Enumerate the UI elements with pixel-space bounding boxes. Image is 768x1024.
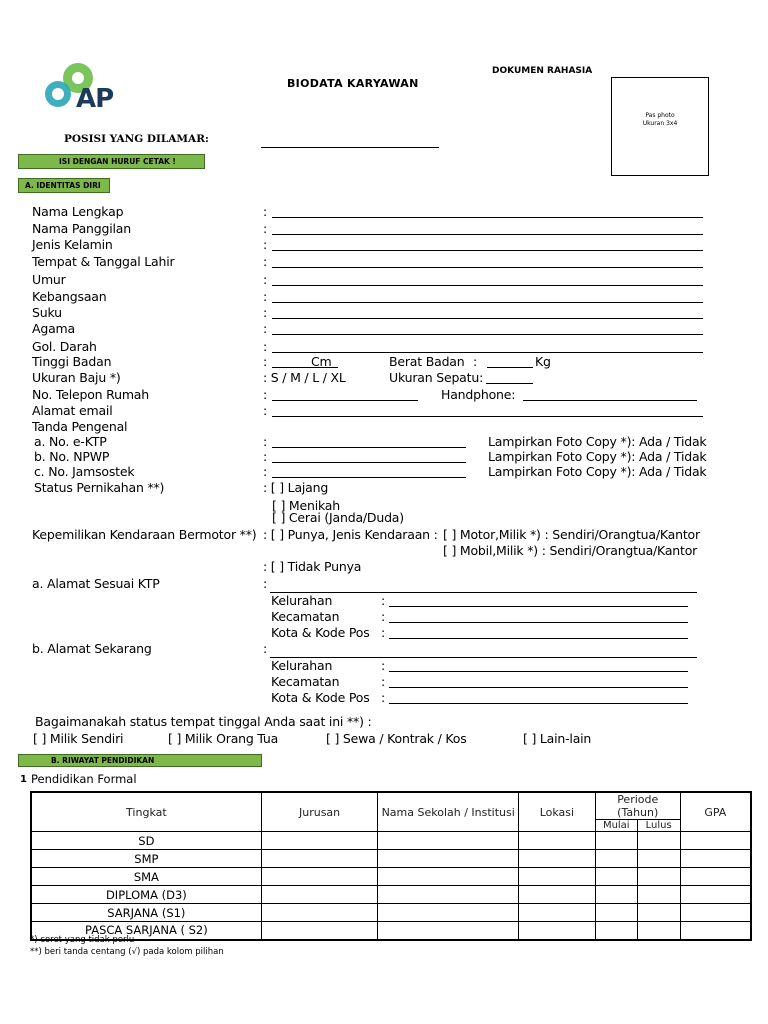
colon: :: [263, 434, 268, 449]
colon: :: [381, 593, 386, 608]
table-cell[interactable]: [595, 904, 637, 922]
ktp-kelurahan-input[interactable]: [389, 606, 688, 607]
education-table: [30, 791, 752, 941]
height-label: Tinggi Badan: [32, 354, 112, 369]
colon: :: [263, 641, 268, 656]
colon: :: [263, 354, 268, 369]
colon: :: [263, 464, 268, 479]
level-d3: DIPLOMA (D3): [31, 886, 261, 904]
header-mulai: Mulai: [595, 820, 637, 832]
table-cell[interactable]: [595, 886, 637, 904]
residence-option-own[interactable]: [ ] Milik Sendiri: [33, 731, 124, 746]
colon: :: [263, 237, 268, 252]
header-jurusan: Jurusan: [261, 792, 378, 832]
now-kelurahan-input[interactable]: [389, 671, 688, 672]
table-cell[interactable]: [518, 832, 595, 850]
table-cell[interactable]: [637, 868, 680, 886]
position-colon: :: [205, 133, 209, 145]
field-label-8: Gol. Darah: [32, 339, 97, 354]
colon: :: [263, 289, 268, 304]
table-cell[interactable]: [637, 886, 680, 904]
npwp-input-line[interactable]: [272, 462, 466, 463]
input-line-nickname[interactable]: [272, 234, 703, 235]
company-logo: [42, 58, 132, 114]
table-cell[interactable]: [595, 832, 637, 850]
jamsostek-input-line[interactable]: [272, 477, 466, 478]
table-cell[interactable]: [518, 922, 595, 940]
table-cell[interactable]: [518, 904, 595, 922]
weight-unit: Kg: [535, 354, 551, 369]
colon: :: [263, 403, 268, 418]
table-cell[interactable]: [261, 850, 378, 868]
colon: :: [381, 609, 386, 624]
input-line-birth[interactable]: [272, 267, 703, 268]
table-cell[interactable]: [378, 868, 519, 886]
colon: :: [263, 449, 268, 464]
vehicle-car-option[interactable]: [ ] Mobil,Milik *) : Sendiri/Orangtua/Kantor: [443, 543, 698, 558]
ktp-kelurahan-label: Kelurahan: [271, 593, 333, 608]
level-s2: PASCA SARJANA ( S2): [31, 922, 261, 940]
table-cell[interactable]: [378, 922, 519, 940]
colon: :: [381, 625, 386, 640]
input-line-age[interactable]: [272, 285, 703, 286]
photo-box[interactable]: [611, 77, 709, 176]
vehicle-own-option[interactable]: : [ ] Punya, Jenis Kendaraan :: [263, 527, 438, 542]
table-cell[interactable]: [261, 886, 378, 904]
table-cell[interactable]: [518, 886, 595, 904]
field-label-2: Jenis Kelamin: [32, 237, 113, 252]
level-s1: SARJANA (S1): [31, 904, 261, 922]
colon: :: [263, 305, 268, 320]
input-line-ethnic[interactable]: [272, 318, 703, 319]
colon: :: [381, 674, 386, 689]
phone-label: No. Telepon Rumah: [32, 387, 149, 402]
table-cell[interactable]: [680, 850, 751, 868]
field-label-3: Tempat & Tanggal Lahir: [32, 254, 175, 269]
address-ktp-input-line[interactable]: [270, 592, 697, 593]
marital-option-married[interactable]: [ ] Menikah: [272, 498, 340, 513]
colon: :: [263, 339, 268, 354]
education-number: 1: [20, 774, 27, 785]
level-sma: SMA: [31, 868, 261, 886]
residence-option-other[interactable]: [ ] Lain-lain: [523, 731, 592, 746]
attach-jamsostek[interactable]: Lampirkan Foto Copy *): Ada / Tidak: [488, 464, 707, 479]
ktp-input-line[interactable]: [272, 447, 466, 448]
confidential-label: DOKUMEN RAHASIA: [492, 66, 593, 76]
document-title: BIODATA KARYAWAN: [287, 77, 419, 90]
level-smp: SMP: [31, 850, 261, 868]
input-line-name[interactable]: [272, 217, 703, 218]
attach-npwp[interactable]: Lampirkan Foto Copy *): Ada / Tidak: [488, 449, 707, 464]
position-input-line[interactable]: [261, 147, 439, 148]
field-label-1: Nama Panggilan: [32, 221, 131, 236]
now-kota-input[interactable]: [389, 703, 688, 704]
height-unit: Cm: [311, 354, 332, 369]
table-cell[interactable]: [261, 868, 378, 886]
vehicle-none-option[interactable]: : [ ] Tidak Punya: [263, 559, 362, 574]
colon: :: [263, 204, 268, 219]
now-kecamatan-label: Kecamatan: [271, 674, 340, 689]
handphone-input-line[interactable]: [523, 400, 697, 401]
table-cell[interactable]: [595, 850, 637, 868]
residence-option-parents[interactable]: [ ] Milik Orang Tua: [168, 731, 279, 746]
field-label-5: Kebangsaan: [32, 289, 107, 304]
colon: :: [381, 658, 386, 673]
table-cell[interactable]: [518, 850, 595, 868]
colon: :: [263, 221, 268, 236]
table-cell[interactable]: [637, 850, 680, 868]
colon: :: [263, 321, 268, 336]
shirt-label: Ukuran Baju *): [32, 370, 121, 385]
table-cell[interactable]: [680, 832, 751, 850]
residence-option-rent[interactable]: [ ] Sewa / Kontrak / Kos: [326, 731, 467, 746]
residence-question: Bagaimanakah status tempat tinggal Anda saat ini **) :: [35, 714, 372, 729]
table-cell[interactable]: [378, 850, 519, 868]
ktp-kota-input[interactable]: [389, 638, 688, 639]
education-title: Pendidikan Formal: [31, 772, 137, 786]
field-label-7: Agama: [32, 321, 75, 336]
photo-hint-line1: Pas photo: [645, 112, 675, 119]
header-lulus: Lulus: [637, 820, 680, 832]
email-label: Alamat email: [32, 403, 113, 418]
field-label-4: Umur: [32, 272, 66, 287]
caps-banner: ISI DENGAN HURUF CETAK !: [18, 154, 205, 169]
header-institusi: Nama Sekolah / Institusi: [378, 792, 519, 832]
ktp-kota-label: Kota & Kode Pos: [271, 625, 370, 640]
field-label-6: Suku: [32, 305, 62, 320]
table-cell[interactable]: [378, 904, 519, 922]
id-item-2: c. No. Jamsostek: [34, 464, 135, 479]
header-tingkat: Tingkat: [31, 792, 261, 832]
table-cell[interactable]: [261, 922, 378, 940]
table-cell[interactable]: [518, 868, 595, 886]
table-cell[interactable]: [378, 832, 519, 850]
footnote-1: *) coret yang tidak perlu: [30, 935, 135, 945]
table-cell[interactable]: [595, 868, 637, 886]
attach-ktp[interactable]: Lampirkan Foto Copy *): Ada / Tidak: [488, 434, 707, 449]
position-label: POSISI YANG DILAMAR: [64, 133, 205, 145]
weight-label: Berat Badan: [389, 354, 465, 369]
shirt-options[interactable]: : S / M / L / XL: [263, 370, 346, 385]
table-cell[interactable]: [637, 904, 680, 922]
address-now-label: b. Alamat Sekarang: [32, 641, 152, 656]
photo-hint-line2: Ukuran 3x4: [642, 120, 678, 127]
colon: :: [263, 387, 268, 402]
table-cell[interactable]: [680, 886, 751, 904]
now-kota-label: Kota & Kode Pos: [271, 690, 370, 705]
section-a-banner: A. IDENTITAS DIRI: [18, 178, 110, 193]
input-line-blood[interactable]: [272, 352, 703, 353]
weight-input-line[interactable]: [487, 367, 533, 368]
vehicle-label: Kepemilikan Kendaraan Bermotor **): [32, 527, 257, 542]
address-ktp-label: a. Alamat Sesuai KTP: [32, 576, 160, 591]
input-line-religion[interactable]: [272, 334, 703, 335]
colon: :: [263, 272, 268, 287]
table-cell[interactable]: [637, 832, 680, 850]
shoe-input-line[interactable]: [486, 383, 533, 384]
input-line-gender[interactable]: [272, 250, 703, 251]
footnote-2: **) beri tanda centang (√) pada kolom pilihan: [30, 947, 224, 957]
id-item-1: b. No. NPWP: [34, 449, 110, 464]
id-item-0: a. No. e-KTP: [34, 434, 107, 449]
table-cell[interactable]: [595, 922, 637, 940]
level-sd: SD: [31, 832, 261, 850]
vehicle-motor-option[interactable]: [ ] Motor,Milik *) : Sendiri/Orangtua/Kantor: [443, 527, 700, 542]
table-cell[interactable]: [378, 886, 519, 904]
phone-input-line[interactable]: [272, 400, 418, 401]
now-kelurahan-label: Kelurahan: [271, 658, 333, 673]
colon: :: [473, 354, 478, 369]
ktp-kecamatan-input[interactable]: [389, 622, 688, 623]
colon: :: [263, 576, 268, 591]
table-cell[interactable]: [637, 922, 680, 940]
id-label: Tanda Pengenal: [32, 419, 128, 434]
email-input-line[interactable]: [272, 416, 703, 417]
table-cell[interactable]: [680, 904, 751, 922]
section-b-banner: B. RIWAYAT PENDIDIKAN: [18, 754, 262, 767]
field-label-0: Nama Lengkap: [32, 204, 124, 219]
header-lokasi: Lokasi: [518, 792, 595, 832]
marital-label: Status Pernikahan **): [34, 480, 165, 495]
table-cell[interactable]: [680, 868, 751, 886]
shoe-label: Ukuran Sepatu:: [389, 370, 484, 385]
header-periode: Periode (Tahun): [595, 792, 680, 820]
handphone-label: Handphone:: [441, 387, 516, 402]
now-kecamatan-input[interactable]: [389, 687, 688, 688]
colon: :: [263, 254, 268, 269]
logo-text: AP: [76, 84, 114, 114]
header-gpa: GPA: [680, 792, 751, 832]
ktp-kecamatan-label: Kecamatan: [271, 609, 340, 624]
input-line-nationality[interactable]: [272, 302, 703, 303]
table-cell[interactable]: [680, 922, 751, 940]
marital-option-divorced[interactable]: [ ] Cerai (Janda/Duda): [272, 510, 404, 525]
address-now-input-line[interactable]: [270, 657, 697, 658]
marital-option-single[interactable]: : [ ] Lajang: [263, 480, 329, 495]
colon: :: [381, 690, 386, 705]
table-cell[interactable]: [261, 832, 378, 850]
table-cell[interactable]: [261, 904, 378, 922]
